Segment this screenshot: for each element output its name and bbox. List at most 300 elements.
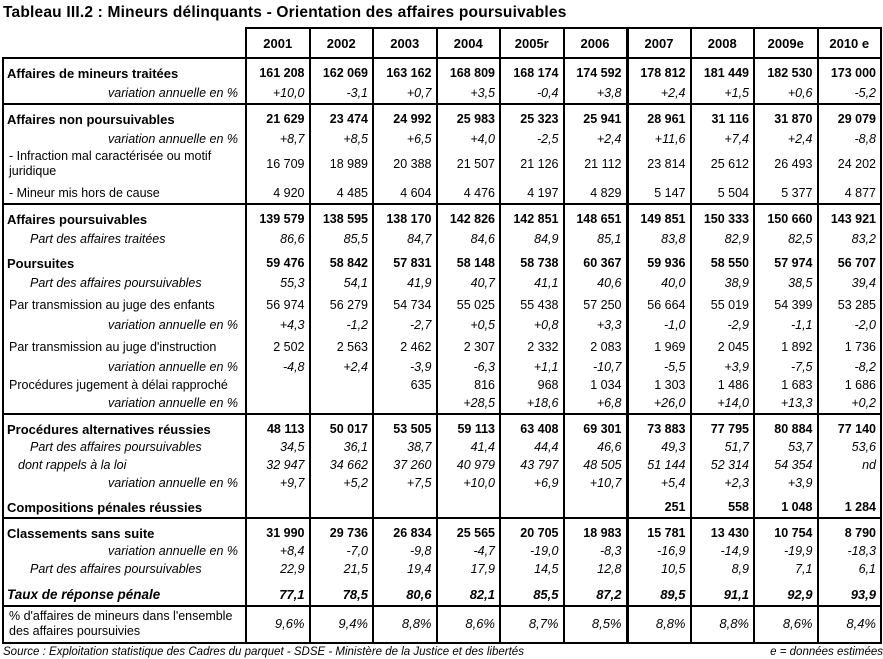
year-column-header: 2001 [246,28,310,58]
cell-2004: 84,6 [437,229,501,249]
cell-2007: 10,5 [627,561,691,579]
cell-2003: 20 388 [373,149,437,181]
cell-2010e [818,475,882,493]
cell-2007: +11,6 [627,129,691,149]
table-row [3,104,881,129]
year-column-header: 2005r [500,28,564,58]
cell-2010e: 93,9 [818,579,882,606]
cell-2002: 58 842 [310,249,374,273]
cell-2003: 138 170 [373,204,437,229]
row-label: Taux de réponse pénale [3,579,246,606]
cell-2009e: 53,7 [754,439,818,457]
cell-2006: -10,7 [564,357,628,377]
cell-2008: 38,9 [691,273,755,293]
cell-2004: 58 148 [437,249,501,273]
cell-2003: 19,4 [373,561,437,579]
cell-2001: 56 974 [246,293,310,315]
cell-2005r: 21 126 [500,149,564,181]
cell-2001: 59 476 [246,249,310,273]
cell-2008: +14,0 [691,395,755,414]
cell-2007: -5,5 [627,357,691,377]
cell-2002: 4 485 [310,181,374,204]
cell-2005r [500,493,564,518]
cell-2001: +10,0 [246,83,310,104]
cell-2006: 2 083 [564,335,628,357]
cell-2005r: 84,9 [500,229,564,249]
cell-2001: 22,9 [246,561,310,579]
cell-2008: -14,9 [691,543,755,561]
cell-2003: -2,7 [373,315,437,335]
cell-2009e: 182 530 [754,58,818,83]
cell-2001: 21 629 [246,104,310,129]
cell-2008: 150 333 [691,204,755,229]
cell-2008: +3,9 [691,357,755,377]
year-column-header: 2007 [627,28,691,58]
cell-2008: +7,4 [691,129,755,149]
cell-2004: 4 476 [437,181,501,204]
year-column-header: 2006 [564,28,628,58]
row-label: variation annuelle en % [3,395,246,414]
cell-2006: +6,8 [564,395,628,414]
table-row [3,414,881,439]
cell-2010e: 143 921 [818,204,882,229]
cell-2008: 8,8% [691,606,755,643]
cell-2002: -1,2 [310,315,374,335]
cell-2002: 2 563 [310,335,374,357]
cell-2006: 60 367 [564,249,628,273]
cell-2003: 4 604 [373,181,437,204]
cell-2009e: 26 493 [754,149,818,181]
row-label: Part des affaires traitées [3,229,246,249]
statistics-table [2,27,882,644]
cell-2007: -16,9 [627,543,691,561]
cell-2009e: +2,4 [754,129,818,149]
cell-2006: 4 829 [564,181,628,204]
row-label: Par transmission au juge d'instruction [3,335,246,357]
cell-2008: -2,9 [691,315,755,335]
cell-2010e: 53 285 [818,293,882,315]
table-footer [3,646,883,658]
row-label: variation annuelle en % [3,129,246,149]
cell-2004: 142 826 [437,204,501,229]
cell-2006: 46,6 [564,439,628,457]
cell-2008: 13 430 [691,518,755,543]
cell-2007: 73 883 [627,414,691,439]
cell-2004: +28,5 [437,395,501,414]
cell-2009e: -1,1 [754,315,818,335]
cell-2010e: 39,4 [818,273,882,293]
table-row [3,293,881,315]
cell-2003: +7,5 [373,475,437,493]
table-row [3,229,881,249]
cell-2002: -3,1 [310,83,374,104]
corner-cell [3,28,246,58]
cell-2003: 8,8% [373,606,437,643]
cell-2009e: 7,1 [754,561,818,579]
table-row [3,561,881,579]
cell-2003: 2 462 [373,335,437,357]
cell-2009e: 92,9 [754,579,818,606]
cell-2001: +9,7 [246,475,310,493]
cell-2008: 558 [691,493,755,518]
cell-2002: 9,4% [310,606,374,643]
cell-2001: 77,1 [246,579,310,606]
cell-2010e: 1 736 [818,335,882,357]
cell-2010e: 6,1 [818,561,882,579]
cell-2001: 9,6% [246,606,310,643]
cell-2005r: 41,1 [500,273,564,293]
cell-2002: 56 279 [310,293,374,315]
cell-2007: +26,0 [627,395,691,414]
cell-2001: 4 920 [246,181,310,204]
table-row [3,149,881,181]
cell-2003: 54 734 [373,293,437,315]
cell-2004: 40 979 [437,457,501,475]
cell-2007: 8,8% [627,606,691,643]
cell-2009e: 1 048 [754,493,818,518]
cell-2002: 29 736 [310,518,374,543]
row-label: Part des affaires poursuivables [3,561,246,579]
cell-2004: -4,7 [437,543,501,561]
cell-2007: -1,0 [627,315,691,335]
cell-2007: 83,8 [627,229,691,249]
table-row [3,315,881,335]
row-label: Procédures alternatives réussies [3,414,246,439]
cell-2001: 139 579 [246,204,310,229]
cell-2002: 36,1 [310,439,374,457]
year-column-header: 2008 [691,28,755,58]
page-title: Tableau III.2 : Mineurs délinquants - Orientation des affaires poursuivables [3,4,567,21]
cell-2007: 56 664 [627,293,691,315]
cell-2001: 2 502 [246,335,310,357]
year-column-header: 2002 [310,28,374,58]
cell-2005r: 168 174 [500,58,564,83]
cell-2001: +4,3 [246,315,310,335]
row-label: - Infraction mal caractérisée ou motif juridique [3,149,246,181]
cell-2003: -3,9 [373,357,437,377]
cell-2003: 38,7 [373,439,437,457]
cell-2003 [373,493,437,518]
cell-2007: +2,4 [627,83,691,104]
table-row [3,273,881,293]
row-label: Affaires de mineurs traitées [3,58,246,83]
cell-2003: 84,7 [373,229,437,249]
cell-2005r: 55 438 [500,293,564,315]
row-label: variation annuelle en % [3,357,246,377]
cell-2001: 34,5 [246,439,310,457]
cell-2005r: 14,5 [500,561,564,579]
cell-2002: 21,5 [310,561,374,579]
cell-2001: 16 709 [246,149,310,181]
cell-2004: 55 025 [437,293,501,315]
cell-2006: 40,6 [564,273,628,293]
year-column-header: 2003 [373,28,437,58]
cell-2008: 51,7 [691,439,755,457]
cell-2001 [246,377,310,395]
cell-2010e: -8,2 [818,357,882,377]
cell-2009e: +13,3 [754,395,818,414]
cell-2007: 15 781 [627,518,691,543]
table-row [3,357,881,377]
cell-2006 [564,493,628,518]
row-label: - Mineur mis hors de cause [3,181,246,204]
row-label: Compositions pénales réussies [3,493,246,518]
table-row [3,204,881,229]
cell-2008: 2 045 [691,335,755,357]
cell-2007: 149 851 [627,204,691,229]
cell-2006: 21 112 [564,149,628,181]
cell-2006: +3,3 [564,315,628,335]
cell-2003: 24 992 [373,104,437,129]
cell-2009e: +3,9 [754,475,818,493]
row-label: variation annuelle en % [3,83,246,104]
cell-2002: 85,5 [310,229,374,249]
cell-2008: 8,9 [691,561,755,579]
cell-2007: 49,3 [627,439,691,457]
cell-2002 [310,493,374,518]
cell-2006: +10,7 [564,475,628,493]
cell-2005r: 85,5 [500,579,564,606]
cell-2004: 59 113 [437,414,501,439]
cell-2010e: 83,2 [818,229,882,249]
cell-2003: 37 260 [373,457,437,475]
row-label: Classements sans suite [3,518,246,543]
cell-2007: 51 144 [627,457,691,475]
cell-2009e: 31 870 [754,104,818,129]
cell-2004: 41,4 [437,439,501,457]
cell-2009e: 54 399 [754,293,818,315]
cell-2004: +0,5 [437,315,501,335]
cell-2003: -9,8 [373,543,437,561]
cell-2005r: 2 332 [500,335,564,357]
cell-2009e: -7,5 [754,357,818,377]
cell-2006: +2,4 [564,129,628,149]
cell-2008: 181 449 [691,58,755,83]
row-label: variation annuelle en % [3,543,246,561]
cell-2005r: 20 705 [500,518,564,543]
cell-2009e: 38,5 [754,273,818,293]
cell-2010e: 4 877 [818,181,882,204]
table-row [3,58,881,83]
cell-2008: 5 504 [691,181,755,204]
cell-2010e: 29 079 [818,104,882,129]
cell-2007: 1 969 [627,335,691,357]
cell-2006: 18 983 [564,518,628,543]
cell-2002: 34 662 [310,457,374,475]
cell-2010e: 1 284 [818,493,882,518]
cell-2006: +3,8 [564,83,628,104]
cell-2004: 168 809 [437,58,501,83]
year-column-header: 2010 e [818,28,882,58]
cell-2008: +1,5 [691,83,755,104]
cell-2002: 138 595 [310,204,374,229]
cell-2007: 1 303 [627,377,691,395]
cell-2007: 23 814 [627,149,691,181]
cell-2010e: nd [818,457,882,475]
cell-2004: -6,3 [437,357,501,377]
table-row [3,83,881,104]
row-label: Part des affaires poursuivables [3,439,246,457]
table-row [3,249,881,273]
cell-2006: -8,3 [564,543,628,561]
table-row [3,518,881,543]
table-row [3,606,881,643]
cell-2009e: 10 754 [754,518,818,543]
table-row [3,129,881,149]
cell-2005r: -2,5 [500,129,564,149]
cell-2008: 91,1 [691,579,755,606]
cell-2003: 635 [373,377,437,395]
cell-2010e: 1 686 [818,377,882,395]
cell-2009e: 54 354 [754,457,818,475]
cell-2007: 5 147 [627,181,691,204]
cell-2004 [437,493,501,518]
table-row [3,439,881,457]
cell-2002: 54,1 [310,273,374,293]
cell-2003: 80,6 [373,579,437,606]
cell-2002: 162 069 [310,58,374,83]
year-column-header: 2004 [437,28,501,58]
cell-2006: 25 941 [564,104,628,129]
cell-2010e: 77 140 [818,414,882,439]
cell-2009e: -19,9 [754,543,818,561]
table-row [3,457,881,475]
cell-2001 [246,493,310,518]
cell-2004: 2 307 [437,335,501,357]
cell-2008: 25 612 [691,149,755,181]
cell-2006: 85,1 [564,229,628,249]
cell-2004: 82,1 [437,579,501,606]
cell-2001: +8,7 [246,129,310,149]
cell-2005r: 8,7% [500,606,564,643]
cell-2002: 78,5 [310,579,374,606]
cell-2003: 26 834 [373,518,437,543]
cell-2001 [246,395,310,414]
row-label: Poursuites [3,249,246,273]
cell-2001: 31 990 [246,518,310,543]
cell-2009e: 1 683 [754,377,818,395]
year-column-header: 2009e [754,28,818,58]
cell-2001: 161 208 [246,58,310,83]
table-row [3,493,881,518]
cell-2003: 57 831 [373,249,437,273]
cell-2008: 58 550 [691,249,755,273]
cell-2004: 40,7 [437,273,501,293]
cell-2002: +5,2 [310,475,374,493]
year-header-row [3,28,881,58]
cell-2006: 48 505 [564,457,628,475]
cell-2004: 25 565 [437,518,501,543]
cell-2010e: 53,6 [818,439,882,457]
cell-2006: 12,8 [564,561,628,579]
cell-2010e: -18,3 [818,543,882,561]
cell-2005r: 142 851 [500,204,564,229]
cell-2008: 82,9 [691,229,755,249]
cell-2005r: +6,9 [500,475,564,493]
cell-2006: 87,2 [564,579,628,606]
table-row [3,395,881,414]
cell-2007: 59 936 [627,249,691,273]
cell-2009e: 5 377 [754,181,818,204]
cell-2006: 1 034 [564,377,628,395]
cell-2007: 178 812 [627,58,691,83]
table-row [3,475,881,493]
cell-2001: 48 113 [246,414,310,439]
row-label: variation annuelle en % [3,315,246,335]
cell-2004: 21 507 [437,149,501,181]
row-label: Par transmission au juge des enfants [3,293,246,315]
cell-2002 [310,395,374,414]
cell-2008: 52 314 [691,457,755,475]
cell-2010e: 8,4% [818,606,882,643]
cell-2007: 251 [627,493,691,518]
cell-2005r: +0,8 [500,315,564,335]
table-header [3,28,881,58]
cell-2005r: +1,1 [500,357,564,377]
estimate-note: e = données estimées [770,646,883,658]
cell-2002: -7,0 [310,543,374,561]
cell-2002: 23 474 [310,104,374,129]
cell-2001: -4,8 [246,357,310,377]
cell-2008: 31 116 [691,104,755,129]
cell-2004: 8,6% [437,606,501,643]
cell-2010e: -2,0 [818,315,882,335]
cell-2001: 55,3 [246,273,310,293]
cell-2010e: -5,2 [818,83,882,104]
cell-2001: 86,6 [246,229,310,249]
cell-2004: +3,5 [437,83,501,104]
table-row [3,543,881,561]
cell-2007: +5,4 [627,475,691,493]
cell-2004: +4,0 [437,129,501,149]
row-label: % d'affaires de mineurs dans l'ensemble des affaires poursuivies [3,606,246,643]
cell-2005r: +18,6 [500,395,564,414]
row-label: Affaires poursuivables [3,204,246,229]
table-row [3,335,881,357]
cell-2003: 53 505 [373,414,437,439]
row-label: Procédures jugement à délai rapproché [3,377,246,395]
row-label: variation annuelle en % [3,475,246,493]
cell-2010e: 24 202 [818,149,882,181]
cell-2007: 40,0 [627,273,691,293]
cell-2003: +6,5 [373,129,437,149]
source-note: Source : Exploitation statistique des Cadres du parquet - SDSE - Ministère de la Justice et des libertés [3,646,524,658]
cell-2010e: 173 000 [818,58,882,83]
cell-2009e: 8,6% [754,606,818,643]
cell-2004: +10,0 [437,475,501,493]
cell-2004: 816 [437,377,501,395]
cell-2008: 55 019 [691,293,755,315]
cell-2003: 41,9 [373,273,437,293]
cell-2005r: 25 323 [500,104,564,129]
cell-2005r: 968 [500,377,564,395]
cell-2006: 69 301 [564,414,628,439]
cell-2001: 32 947 [246,457,310,475]
cell-2006: 8,5% [564,606,628,643]
cell-2006: 57 250 [564,293,628,315]
cell-2008: 77 795 [691,414,755,439]
cell-2009e: 1 892 [754,335,818,357]
cell-2008: 1 486 [691,377,755,395]
cell-2005r: 43 797 [500,457,564,475]
row-label: dont rappels à la loi [3,457,246,475]
cell-2006: 174 592 [564,58,628,83]
cell-2009e: 150 660 [754,204,818,229]
cell-2001: +8,4 [246,543,310,561]
table-body [3,58,881,643]
table-row [3,579,881,606]
cell-2010e: 56 707 [818,249,882,273]
